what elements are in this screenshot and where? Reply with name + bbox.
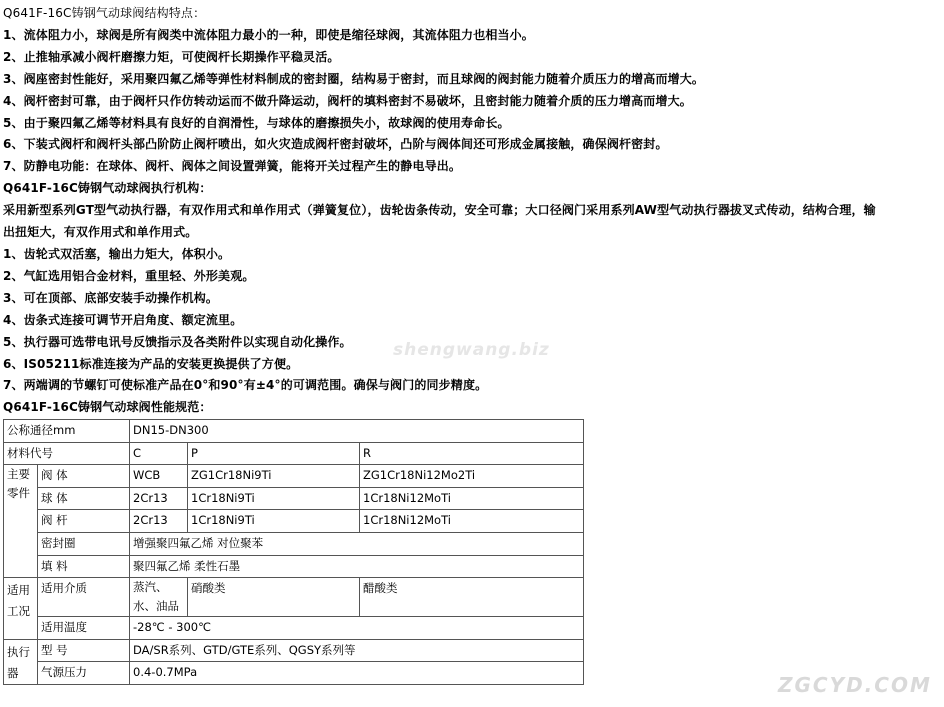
watermark-corner: ZGCYD.COM xyxy=(778,673,932,697)
text-line: 3、可在顶部、底部安装手动操作机构。 xyxy=(3,290,219,305)
code-c: C xyxy=(130,442,188,465)
table-row xyxy=(4,639,584,662)
ball-r: 1Cr18Ni12MoTi xyxy=(360,487,584,510)
table-row xyxy=(4,442,584,465)
text-line: 出扭矩大，有双作用式和单作用式。 xyxy=(3,225,198,240)
text-line: 7、防静电功能：在球体、阀杆、阀体之间设置弹簧，能将开关过程产生的静电导出。 xyxy=(3,159,462,174)
watermark-center: shengwang.biz xyxy=(393,340,550,360)
text-line: 7、两端调的节螺钉可使标准产品在0°和90°有±4°的可调范围。确保与阀门的同步精度。 xyxy=(3,378,488,393)
text-line: 2、止推轴承减小阀杆磨擦力矩，可使阀杆长期操作平稳灵活。 xyxy=(3,49,340,64)
table-row xyxy=(4,578,584,617)
packing-value: 聚四氟乙烯 柔性石墨 xyxy=(130,555,584,578)
section-heading: Q641F-16C铸钢气动球阀性能规范： xyxy=(3,400,212,415)
main-parts-label: 主要零件 xyxy=(4,465,38,578)
model-label: 型 号 xyxy=(38,639,130,662)
text-line: 采用新型系列GT型气动执行器，有双作用式和单作用式（弹簧复位），齿轮齿条传动，安全可靠；大口径阀门采用系列AW型气动执行器拔叉式传动，结构合理，输 xyxy=(3,203,876,218)
stem-label: 阀 杆 xyxy=(38,510,130,533)
body-p: ZG1Cr18Ni9Ti xyxy=(188,465,360,488)
seal-label: 密封圈 xyxy=(38,532,130,555)
nominal-label: 公称通径mm xyxy=(4,420,130,443)
text-line: 5、执行器可选带电讯号反馈指示及各类附件以实现自动化操作。 xyxy=(3,334,352,349)
model-value: DA/SR系列、GTD/GTE系列、QGSY系列等 xyxy=(130,639,584,662)
air-value: 0.4-0.7MPa xyxy=(130,662,584,685)
table-row xyxy=(4,662,584,685)
medium-r: 醋酸类 xyxy=(360,578,584,617)
ball-p: 1Cr18Ni9Ti xyxy=(188,487,360,510)
text-line: 5、由于聚四氟乙烯等材料具有良好的自润滑性，与球体的磨擦损失小，故球阀的使用寿命长。 xyxy=(3,115,510,130)
table-row xyxy=(4,420,584,443)
text-line: 6、下装式阀杆和阀杆头部凸阶防止阀杆喷出，如火灾造成阀杆密封破坏，凸阶与阀体间还可形成金属接触，确保阀杆密封。 xyxy=(3,137,668,152)
seal-value: 增强聚四氟乙烯 对位聚苯 xyxy=(130,532,584,555)
air-label: 气源压力 xyxy=(38,662,130,685)
medium-c: 蒸汽、水、油品 xyxy=(130,578,188,617)
medium-label: 适用介质 xyxy=(38,578,130,617)
table-row xyxy=(4,617,584,640)
table-row xyxy=(4,532,584,555)
text-line: 1、流体阻力小，球阀是所有阀类中流体阻力最小的一种，即使是缩径球阀，其流体阻力也相当小。 xyxy=(3,27,534,42)
packing-label: 填 料 xyxy=(38,555,130,578)
table-row xyxy=(4,487,584,510)
body-r: ZG1Cr18Ni12Mo2Ti xyxy=(360,465,584,488)
text-line: 4、齿条式连接可调节开启角度、额定流里。 xyxy=(3,312,243,327)
medium-p: 硝酸类 xyxy=(188,578,360,617)
ball-c: 2Cr13 xyxy=(130,487,188,510)
code-r: R xyxy=(360,442,584,465)
text-line: 6、IS05211标准连接为产品的安装更换提供了方便。 xyxy=(3,356,299,371)
table-row xyxy=(4,510,584,533)
text-line: 3、阀座密封性能好，采用聚四氟乙烯等弹性材料制成的密封圈，结构易于密封，而且球阀的阀封能力随着介质压力的增高而增大。 xyxy=(3,71,705,86)
actuator-label: 执行器 xyxy=(4,639,38,684)
conditions-label: 适用工况 xyxy=(4,578,38,640)
body-label: 阀 体 xyxy=(38,465,130,488)
text-line: 1、齿轮式双活塞，输出力矩大，体积小。 xyxy=(3,246,231,261)
section-heading: Q641F-16C铸钢气动球阀执行机构： xyxy=(3,181,212,196)
stem-c: 2Cr13 xyxy=(130,510,188,533)
body-c: WCB xyxy=(130,465,188,488)
temp-value: -28℃ - 300℃ xyxy=(130,617,584,640)
code-p: P xyxy=(188,442,360,465)
temp-label: 适用温度 xyxy=(38,617,130,640)
ball-label: 球 体 xyxy=(38,487,130,510)
table-row xyxy=(4,465,584,488)
nominal-value: DN15-DN300 xyxy=(130,420,584,443)
spec-table xyxy=(3,419,584,685)
text-line: 2、气缸选用铝合金材料，重里轻、外形美观。 xyxy=(3,268,255,283)
text-line: 4、阀杆密封可靠，由于阀杆只作仿转动运而不做升降运动，阀杆的填料密封不易破坏，且密封能力随着介质的压力增高而增大。 xyxy=(3,93,692,108)
stem-p: 1Cr18Ni9Ti xyxy=(188,510,360,533)
material-code-label: 材料代号 xyxy=(4,442,130,465)
section-heading: Q641F-16C铸钢气动球阀结构特点： xyxy=(3,6,206,20)
stem-r: 1Cr18Ni12MoTi xyxy=(360,510,584,533)
table-row xyxy=(4,555,584,578)
